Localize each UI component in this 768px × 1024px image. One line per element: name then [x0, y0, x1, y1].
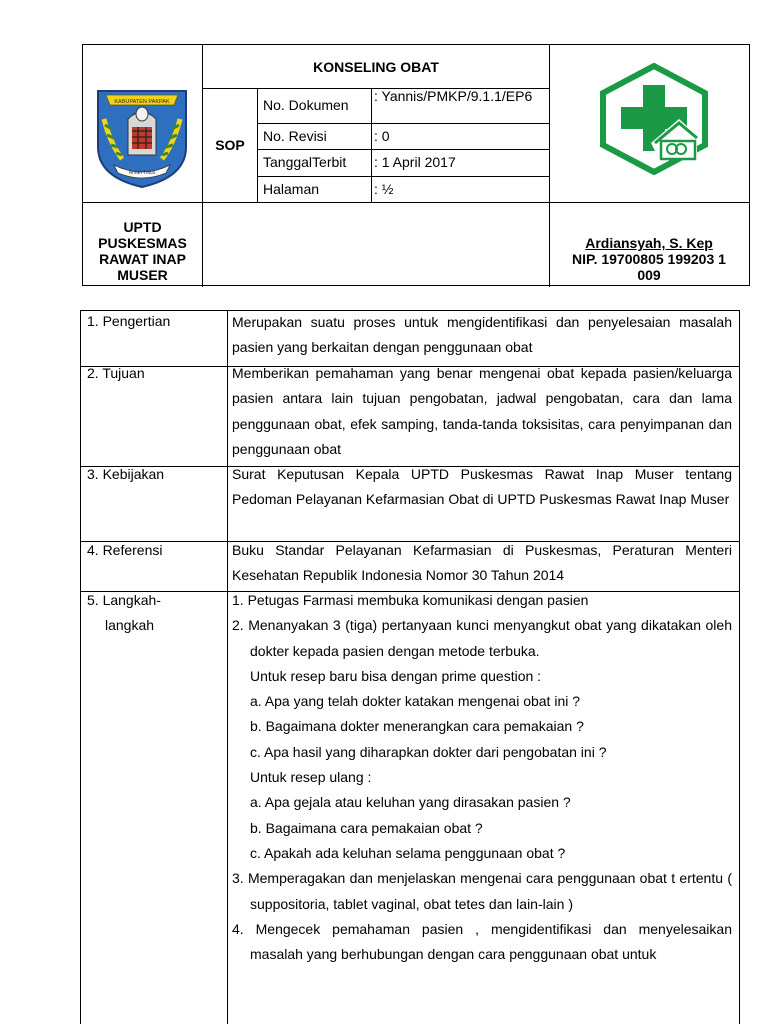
regency-emblem-logo: [92, 85, 192, 189]
sop-content-table: [80, 310, 740, 1024]
step-subheading: Untuk resep baru bisa dengan prime question :: [250, 667, 542, 684]
section-text-policy: Surat Keputusan Kepala UPTD Puskesmas Rawat Inap Muser tentang Pedoman Pelayanan Kefarmasian Obat di UPTD Puskesmas Rawat Inap Muser: [232, 466, 732, 508]
section-label-reference: 4. Referensi: [87, 542, 163, 558]
section-label-steps-line: langkah: [105, 617, 155, 633]
step-question: c. Apa hasil yang diharapkan dokter dari pengobatan ini ?: [250, 743, 607, 760]
divider: [257, 123, 549, 124]
field-value-page: : ½: [374, 181, 394, 197]
field-label-issue-date: TanggalTerbit: [263, 154, 347, 170]
motto-text: Aman Tulus: [128, 170, 156, 176]
steps-list: [232, 588, 732, 967]
step-item: 1. Petugas Farmasi membuka komunikasi dengan pasien: [232, 592, 589, 608]
step-question: c. Apakah ada keluhan selama penggunaan obat ?: [250, 844, 566, 861]
section-label-purpose: 2. Tujuan: [87, 365, 145, 381]
section-label-policy: 3. Kebijakan: [87, 466, 165, 482]
divider: [257, 176, 549, 177]
divider: [202, 45, 203, 287]
field-label-revision: No. Revisi: [263, 128, 327, 144]
field-value-document-number: : Yannis/PMKP/9.1.1/EP6: [374, 88, 533, 104]
step-item: 4. Mengecek pemahaman pasien , mengidentifikasi dan menyelesaikan masalah yang berhubungan dengan cara penggunaan obat untuk: [232, 920, 732, 963]
sop-header-table: [82, 44, 750, 286]
field-value-revision: : 0: [374, 128, 390, 144]
org-line: PUSKESMAS: [98, 235, 187, 251]
section-label-definition: 1. Pengertian: [87, 313, 171, 329]
signer-nip: NIP. 19700805 199203 1: [572, 251, 726, 267]
section-text-purpose: Memberikan pemahaman yang benar mengenai obat kepada pasien/keluarga pasien antara lain tujuan pengobatan, jadwal pengobatan, cara dan lama penggunaan obat, efek samping, tanda-tanda toksisitas, cara penyimpanan dan penggunaan obat: [232, 365, 732, 457]
org-line: UPTD: [123, 219, 162, 235]
step-item: 2. Menanyakan 3 (tiga) pertanyaan kunci menyangkut obat yang dikatakan oleh dokter kepada pasien dengan metode terbuka.: [232, 617, 732, 659]
organization-name: [83, 219, 202, 283]
divider: [227, 311, 228, 1024]
org-line: MUSER: [117, 267, 168, 283]
puskesmas-logo: [597, 63, 711, 175]
section-label-steps-line: 5. Langkah-: [87, 592, 161, 608]
divider: [83, 202, 749, 203]
step-item: 3. Memperagakan dan menjelaskan mengenai cara penggunaan obat t ertentu ( suppositoria, tablet vaginal, obat tetes dan lain-lain ): [232, 870, 732, 912]
signer-block: [549, 235, 749, 283]
sop-label: SOP: [215, 137, 245, 153]
document-title: KONSELING OBAT: [313, 59, 439, 75]
org-line: RAWAT INAP: [99, 251, 186, 267]
section-text-definition: Merupakan suatu proses untuk mengidentifikasi dan penyelesaian masalah pasien yang berkaitan dengan penggunaan obat: [232, 314, 732, 356]
signer-nip-continued: 009: [637, 267, 661, 283]
signer-name: Ardiansyah, S. Kep: [585, 235, 713, 251]
step-question: a. Apa yang telah dokter katakan mengenai obat ini ?: [250, 693, 581, 710]
section-label-steps: [87, 588, 161, 638]
banner-text: KABUPATEN PAKPAK: [114, 99, 170, 105]
divider: [257, 89, 258, 203]
field-label-page: Halaman: [263, 181, 320, 197]
divider: [257, 149, 549, 150]
section-text-reference: Buku Standar Pelayanan Kefarmasian di Puskesmas, Peraturan Menteri Kesehatan Republik Indonesia Nomor 30 Tahun 2014: [232, 542, 732, 584]
divider: [371, 89, 372, 203]
step-question: b. Bagaimana dokter menerangkan cara pemakaian ?: [250, 718, 584, 735]
step-subheading: Untuk resep ulang :: [250, 769, 372, 786]
step-question: a. Apa gejala atau keluhan yang dirasakan pasien ?: [250, 794, 571, 811]
field-label-document-number: No. Dokumen: [263, 97, 349, 113]
step-question: b. Bagaimana cara pemakaian obat ?: [250, 819, 483, 836]
field-value-issue-date: : 1 April 2017: [374, 154, 456, 170]
